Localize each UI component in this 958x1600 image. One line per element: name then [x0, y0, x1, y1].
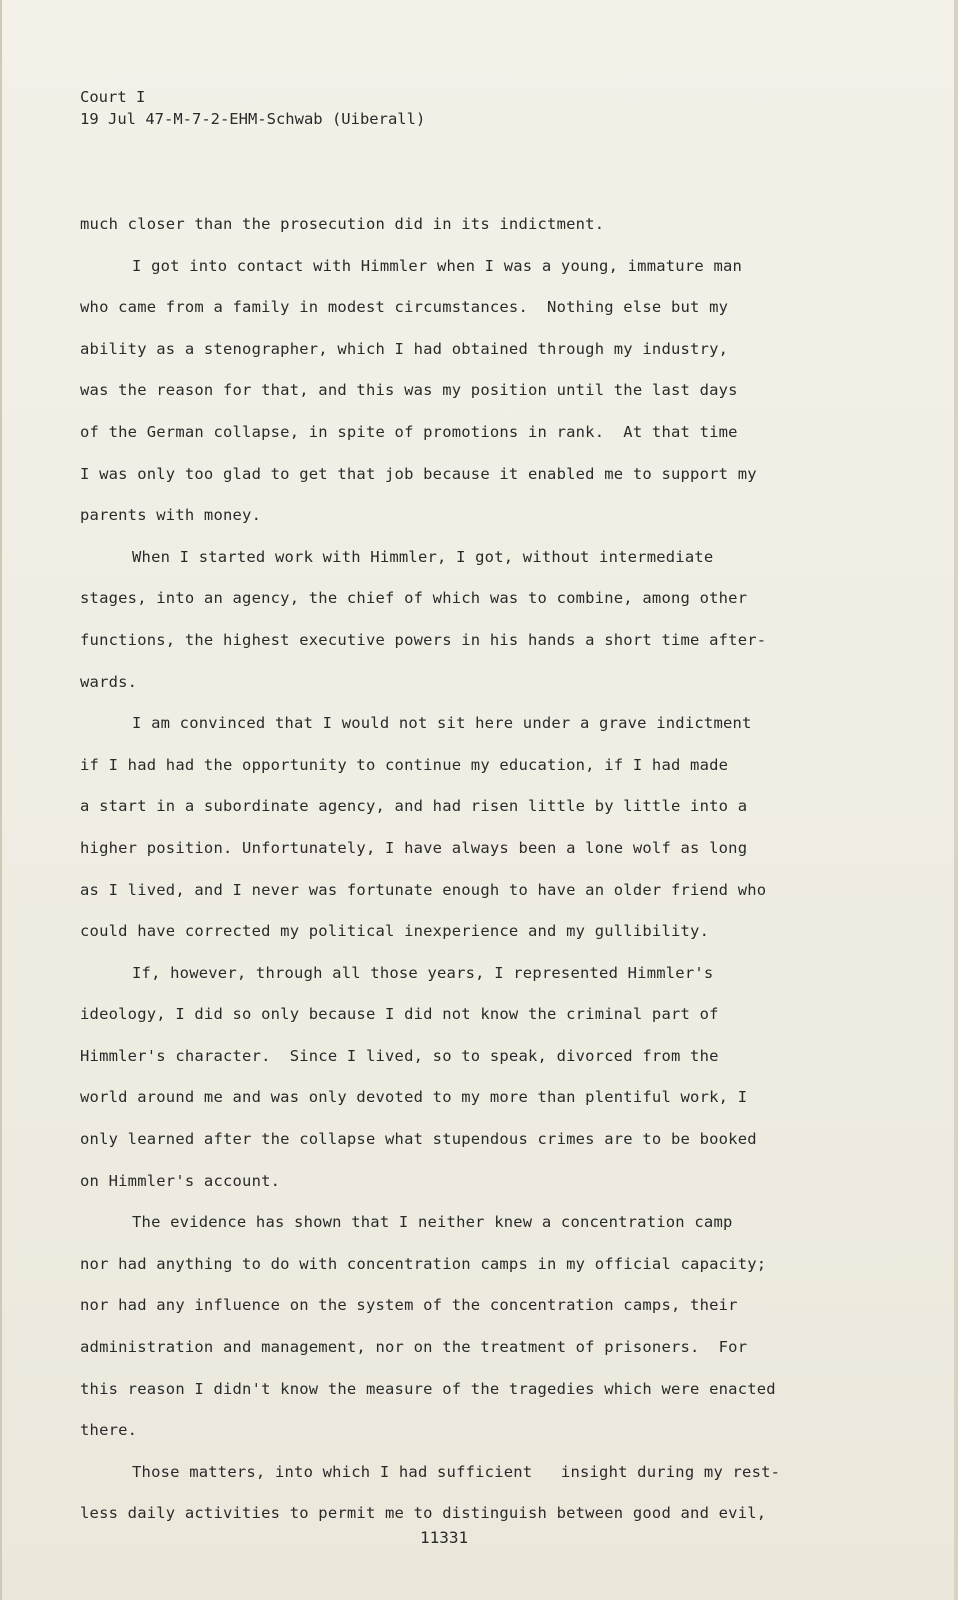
text-line: was the reason for that, and this was my position until the last days [80, 381, 738, 400]
text-line: I am convinced that I would not sit here under a grave indictment [132, 714, 752, 733]
text-line: who came from a family in modest circumstances. Nothing else but my [80, 298, 729, 317]
text-line: could have corrected my political inexperience and my gullibility. [80, 922, 710, 941]
text-line: as I lived, and I never was fortunate enough to have an older friend who [80, 880, 767, 899]
text-line: less daily activities to permit me to distinguish between good and evil, [80, 1504, 767, 1523]
text-line: if I had had the opportunity to continue my education, if I had made [80, 755, 729, 774]
text-line: The evidence has shown that I neither knew a concentration camp [132, 1213, 733, 1232]
text-line: If, however, through all those years, I represented Himmler's [132, 963, 714, 982]
text-line: nor had anything to do with concentration camps in my official capacity; [80, 1254, 767, 1273]
text-line: this reason I didn't know the measure of the tragedies which were enacted [80, 1379, 776, 1398]
text-line: a start in a subordinate agency, and had risen little by little into a [80, 797, 748, 816]
text-line: Himmler's character. Since I lived, so to speak, divorced from the [80, 1046, 719, 1065]
transcript-body [80, 204, 840, 1535]
text-line: only learned after the collapse what stupendous crimes are to be booked [80, 1130, 757, 1149]
text-line: there. [80, 1421, 138, 1440]
text-line: nor had any influence on the system of the concentration camps, their [80, 1296, 738, 1315]
text-line: I was only too glad to get that job because it enabled me to support my [80, 464, 757, 483]
text-line: higher position. Unfortunately, I have always been a lone wolf as long [80, 838, 748, 857]
court-label: Court I [80, 88, 146, 106]
text-line: ideology, I did so only because I did not know the criminal part of [80, 1005, 719, 1024]
text-line: wards. [80, 672, 138, 691]
text-line: much closer than the prosecution did in its indictment. [80, 215, 605, 233]
transcript-reference: 19 Jul 47-M-7-2-EHM-Schwab (Uiberall) [80, 110, 426, 128]
text-line: When I started work with Himmler, I got, without intermediate [132, 547, 714, 566]
text-line: stages, into an agency, the chief of which was to combine, among other [80, 589, 748, 608]
page-edge [954, 0, 958, 1600]
text-line: functions, the highest executive powers in his hands a short time after- [80, 630, 767, 649]
text-line: on Himmler's account. [80, 1171, 281, 1190]
text-line: administration and management, nor on the treatment of prisoners. For [80, 1338, 748, 1357]
text-line: ability as a stenographer, which I had obtained through my industry, [80, 339, 729, 358]
page-number: 11331 [420, 1528, 469, 1547]
text-line: Those matters, into which I had sufficient insight during my rest- [132, 1462, 781, 1481]
text-line: of the German collapse, in spite of promotions in rank. At that time [80, 422, 738, 441]
header-block [80, 86, 425, 130]
text-line: parents with money. [80, 506, 262, 525]
text-line: world around me and was only devoted to my more than plentiful work, I [80, 1088, 748, 1107]
text-line: I got into contact with Himmler when I was a young, immature man [132, 256, 743, 275]
